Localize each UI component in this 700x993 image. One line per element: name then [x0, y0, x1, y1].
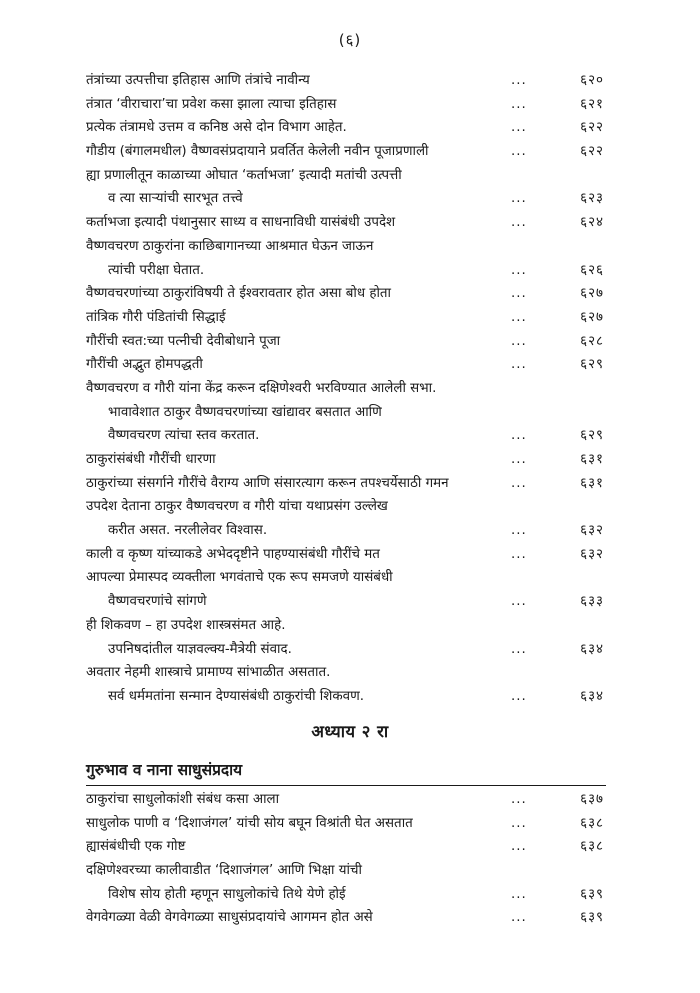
toc-entry-text: वैष्णवचरण त्यांचा स्तव करतात. [108, 428, 260, 444]
toc-entry-text: व त्या साऱ्यांची सारभूत तत्त्वे [108, 191, 243, 207]
toc-entry-text: तंत्रांच्या उत्पत्तीचा इतिहास आणि तंत्रांचे नावीन्य [86, 73, 310, 88]
toc-entry [86, 472, 606, 496]
toc-entry-text: तांत्रिक गौरी पंडितांची सिद्धाई [86, 309, 226, 325]
toc-entry-page: ६२२ [580, 120, 604, 136]
toc-entry-leader: ... [511, 815, 527, 831]
toc-entry-text: गौरींची स्वत:च्या पत्नीची देवीबोधाने पूजा [86, 333, 281, 349]
toc-entry [86, 211, 606, 235]
toc-entry-text: ठाकुरांच्या संसर्गाने गौरींचे वैराग्य आणि संसारत्याग करून तपश्चर्येसाठी गमन [86, 475, 449, 491]
toc-entry-page: ६२७ [580, 286, 604, 302]
toc-entry [86, 116, 606, 140]
toc-entry-leader: ... [511, 523, 527, 539]
toc-entry-leader: ... [511, 641, 527, 657]
toc-entry [86, 859, 606, 883]
toc-entry-leader: ... [511, 73, 527, 88]
toc-entry [86, 140, 606, 164]
toc-entry-text: सर्व धर्ममतांना सन्मान देण्यासंबंधी ठाकुरांची शिकवण. [108, 688, 365, 704]
toc-entry [86, 306, 606, 330]
toc-entry [86, 259, 606, 283]
toc-entry-leader: ... [511, 96, 527, 112]
toc-entry-page: ६२१ [580, 96, 604, 112]
toc-entry [86, 661, 606, 685]
toc-entry-text: दक्षिणेश्वरच्या कालीवाडीत ‘दिशाजंगल’ आणि भिक्षा यांची [86, 863, 362, 879]
toc-entry-text: ही शिकवण – हा उपदेश शास्त्रसंमत आहे. [86, 617, 286, 633]
toc-entry-text: करीत असत. नरलीलेवर विश्वास. [108, 523, 268, 539]
toc-list-1 [86, 69, 606, 709]
toc-entry-leader: ... [511, 333, 527, 349]
toc-entry-text: ह्यासंबंधीची एक गोष्ट [86, 839, 186, 855]
toc-entry-leader: ... [511, 286, 527, 302]
toc-entry-page: ६३८ [580, 815, 604, 831]
toc-entry-leader: ... [511, 475, 527, 491]
toc-entry-leader: ... [511, 215, 527, 231]
toc-entry [86, 543, 606, 567]
toc-entry [86, 883, 606, 907]
toc-entry-page: ६३४ [580, 688, 604, 704]
toc-entry [86, 638, 606, 662]
toc-entry [86, 187, 606, 211]
toc-entry [86, 330, 606, 354]
toc-entry [86, 377, 606, 401]
toc-entry-leader: ... [511, 886, 527, 902]
toc-entry-leader: ... [511, 144, 527, 160]
toc-entry [86, 685, 606, 709]
toc-entry-page: ६३९ [580, 886, 604, 902]
toc-entry-text: तंत्रात ‘वीराचारा’चा प्रवेश कसा झाला त्याचा इतिहास [86, 96, 337, 112]
toc-entry-text: अवतार नेहमी शास्त्राचे प्रामाण्य सांभाळीत असतात. [86, 665, 331, 681]
chapter-heading: अध्याय २ रा [311, 722, 389, 741]
toc-entry-text: विशेष सोय होती म्हणून साधुलोकांचे तिथे येणे होई [108, 886, 346, 902]
toc-entry-leader: ... [511, 792, 527, 807]
toc-entry-leader: ... [511, 594, 527, 610]
toc-entry [86, 424, 606, 448]
toc-entry-leader: ... [511, 309, 527, 325]
toc-entry-page: ६३१ [580, 475, 604, 491]
toc-entry-text: ह्या प्रणालीतून काळाच्या ओघात ‘कर्ताभजा’ इत्यादी मतांची उत्पत्ती [86, 167, 402, 183]
toc-entry-leader: ... [511, 910, 527, 926]
toc-entry-page: ६२८ [580, 333, 604, 349]
toc-entry-text: वेगवेगळ्या वेळी वेगवेगळ्या साधुसंप्रदायांचे आगमन होत असे [86, 910, 373, 926]
toc-entry-text: आपल्या प्रेमास्पद व्यक्तीला भगवंताचे एक रूप समजणे यासंबंधी [86, 570, 393, 586]
toc-entry-leader: ... [511, 428, 527, 444]
toc-entry-page: ६२९ [580, 428, 604, 444]
toc-entry [86, 69, 606, 93]
toc-entry [86, 448, 606, 472]
toc-entry [86, 519, 606, 543]
toc-entry-leader: ... [511, 546, 527, 562]
toc-entry-leader: ... [511, 357, 527, 373]
toc-entry-page: ६३१ [580, 452, 604, 467]
toc-entry [86, 614, 606, 638]
toc-entry [86, 353, 606, 377]
toc-entry-text: गौडीय (बंगालमधील) वैष्णवसंप्रदायाने प्रवर्तित केलेली नवीन पूजाप्रणाली [86, 144, 429, 160]
toc-entry [86, 835, 606, 859]
toc-entry-text: साधुलोक पाणी व ‘दिशाजंगल’ यांची सोय बघून विश्रांती घेत असतात [86, 815, 413, 831]
toc-list-2 [86, 788, 606, 930]
toc-entry [86, 566, 606, 590]
toc-entry [86, 93, 606, 117]
toc-entry [86, 812, 606, 836]
toc-entry-page: ६३२ [580, 523, 604, 539]
toc-entry-text: ठाकुरांसंबंधी गौरींची धारणा [86, 452, 216, 467]
toc-entry-text: प्रत्येक तंत्रामधे उत्तम व कनिष्ठ असे दोन विभाग आहेत. [86, 120, 347, 136]
toc-entry-page: ६३४ [580, 641, 604, 657]
toc-entry-page: ६३३ [580, 594, 604, 610]
toc-entry-page: ६२४ [580, 215, 604, 231]
toc-entry-leader: ... [511, 688, 527, 704]
toc-entry-text: उपदेश देताना ठाकुर वैष्णवचरण व गौरी यांचा यथाप्रसंग उल्लेख [86, 499, 388, 515]
toc-entry-page: ६३७ [580, 792, 604, 807]
toc-entry [86, 906, 606, 930]
toc-entry-text: त्यांची परीक्षा घेतात. [108, 262, 205, 278]
toc-entry-leader: ... [511, 452, 527, 467]
section-title: गुरुभाव व नाना साधुसंप्रदाय [86, 761, 243, 779]
toc-entry-text: कर्ताभजा इत्यादी पंथानुसार साध्य व साधनाविधी यासंबंधी उपदेश [86, 215, 396, 231]
toc-entry-page: ६३९ [580, 910, 604, 926]
toc-entry-text: काली व कृष्ण यांच्याकडे अभेददृष्टीने पाहण्यासंबंधी गौरींचे मत [86, 546, 380, 562]
toc-entry-page: ६२३ [580, 191, 604, 207]
toc-entry [86, 164, 606, 188]
toc-entry-text: गौरींची अद्भुत होमपद्धती [86, 357, 203, 373]
toc-entry-page: ६२६ [580, 262, 604, 278]
toc-entry-text: वैष्णवचरण ठाकुरांना काछिबागानच्या आश्रमात घेऊन जाऊन [86, 238, 374, 254]
page-number: (६) [338, 31, 362, 49]
toc-entry-text: वैष्णवचरण व गौरी यांना केंद्र करून दक्षिणेश्वरी भरविण्यात आलेली सभा. [86, 380, 437, 396]
toc-entry [86, 495, 606, 519]
toc-entry-page: ६३२ [580, 546, 604, 562]
toc-entry-text: ठाकुरांचा साधुलोकांशी संबंध कसा आला [86, 792, 280, 807]
toc-entry-page: ६२९ [580, 357, 604, 373]
toc-entry-text: वैष्णवचरणांचे सांगणे [108, 594, 207, 610]
toc-entry [86, 401, 606, 425]
toc-entry-leader: ... [511, 120, 527, 136]
toc-entry-leader: ... [511, 262, 527, 278]
toc-entry-text: उपनिषदांतील याज्ञवल्क्य-मैत्रेयी संवाद. [108, 641, 292, 657]
toc-entry-leader: ... [511, 191, 527, 207]
toc-entry [86, 235, 606, 259]
toc-entry [86, 788, 606, 812]
toc-entry-page: ६३८ [580, 839, 604, 855]
toc-entry-leader: ... [511, 839, 527, 855]
section-underline [86, 785, 606, 786]
toc-entry-text: भावावेशात ठाकुर वैष्णवचरणांच्या खांद्यावर बसतात आणि [108, 404, 382, 420]
toc-entry-page: ६२२ [580, 144, 604, 160]
toc-entry [86, 282, 606, 306]
toc-entry-page: ६२७ [580, 309, 604, 325]
toc-entry-text: वैष्णवचरणांच्या ठाकुरांविषयी ते ईश्वरावतार होत असा बोध होता [86, 286, 392, 302]
toc-entry-page: ६२० [580, 73, 604, 88]
toc-entry [86, 590, 606, 614]
